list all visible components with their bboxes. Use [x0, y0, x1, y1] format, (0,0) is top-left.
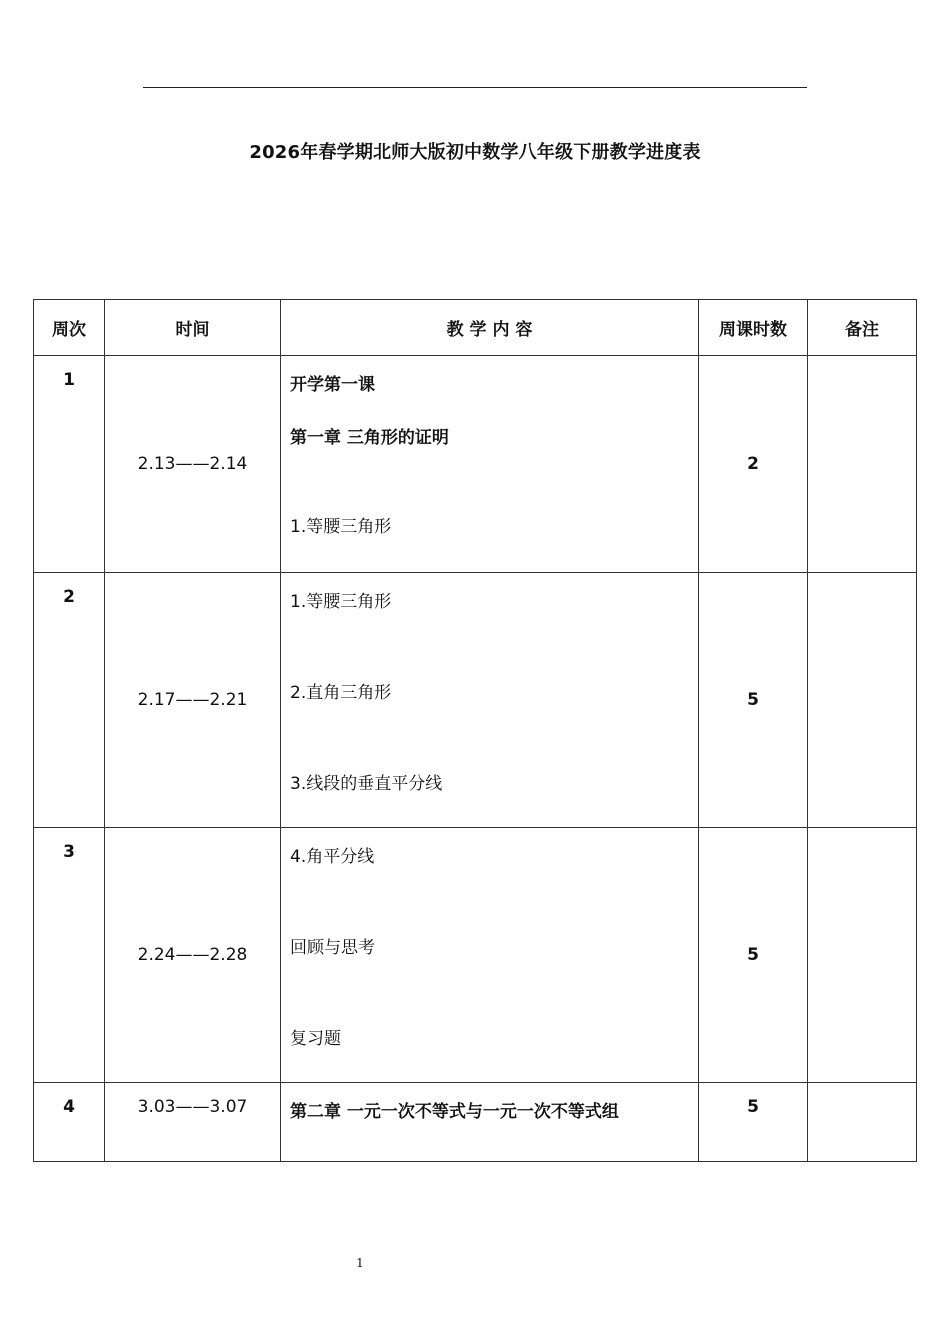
notes-cell: [808, 828, 917, 1083]
date-range: 3.03——3.07: [105, 1083, 281, 1162]
content-line: 3.线段的垂直平分线: [290, 774, 443, 794]
date-range: 2.24——2.28: [105, 828, 281, 1083]
header-content: 教 学 内 容: [281, 300, 699, 356]
week-number: 3: [34, 828, 105, 1083]
table-row: [34, 1083, 917, 1162]
header-hours: 周课时数: [699, 300, 808, 356]
header-notes: 备注: [808, 300, 917, 356]
weekly-hours: 5: [699, 828, 808, 1083]
schedule-table: [33, 299, 917, 1162]
week-number: 4: [34, 1083, 105, 1162]
weekly-hours: 5: [699, 573, 808, 828]
content-line: 2.直角三角形: [290, 683, 392, 703]
content-line: 1.等腰三角形: [290, 517, 392, 537]
document-title: 2026年春学期北师大版初中数学八年级下册教学进度表: [249, 142, 701, 163]
content-line: 1.等腰三角形: [290, 592, 392, 612]
table-header-row: [34, 300, 917, 356]
week-number: 2: [34, 573, 105, 828]
page-number: 1: [356, 1256, 364, 1270]
content-line: 4.角平分线: [290, 847, 375, 867]
content-cell: [281, 828, 699, 1083]
content-line: 复习题: [290, 1029, 341, 1049]
notes-cell: [808, 356, 917, 573]
date-range: 2.13——2.14: [105, 356, 281, 573]
week-number: 1: [34, 356, 105, 573]
weekly-hours: 2: [699, 356, 808, 573]
notes-cell: [808, 573, 917, 828]
table-row: [34, 573, 917, 828]
content-line: 第二章 一元一次不等式与一元一次不等式组: [290, 1102, 619, 1122]
table-row: [34, 828, 917, 1083]
content-line: 开学第一课: [290, 375, 375, 395]
header-date: 时间: [105, 300, 281, 356]
date-range: 2.17——2.21: [105, 573, 281, 828]
weekly-hours: 5: [699, 1083, 808, 1162]
content-line: 回顾与思考: [290, 938, 375, 958]
content-cell: [281, 1083, 699, 1162]
content-cell: [281, 356, 699, 573]
notes-cell: [808, 1083, 917, 1162]
content-line: 第一章 三角形的证明: [290, 428, 449, 448]
header-week: 周次: [34, 300, 105, 356]
table-row: [34, 356, 917, 573]
content-cell: [281, 573, 699, 828]
header-rule: [143, 87, 807, 88]
